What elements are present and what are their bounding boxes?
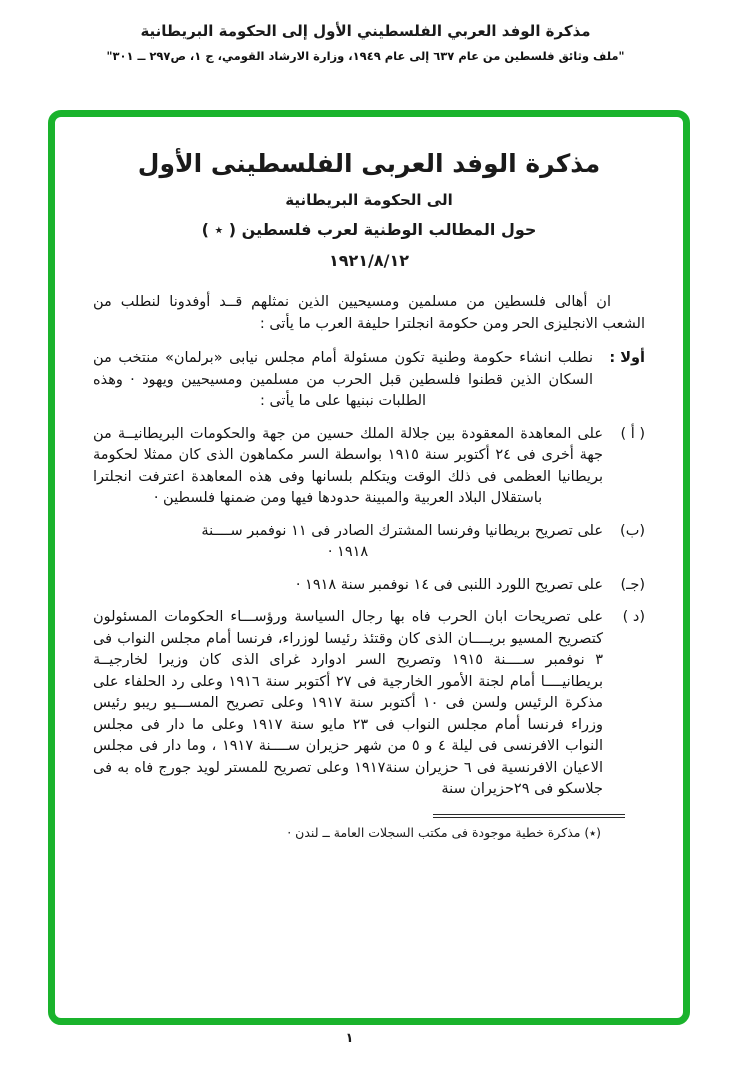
document-subtitle-about: حول المطالب الوطنية لعرب فلسطين ( ٭ )	[201, 220, 537, 239]
clause-a	[93, 424, 645, 510]
document-date: ١٩٢١/٨/١٢	[328, 251, 410, 270]
clause-d-label: (د )	[622, 609, 645, 625]
source-citation: "ملف وثائق فلسطين من عام ٦٣٧ إلى عام ١٩٤٩، وزارة الارشاد القومي، ج ١، ص٢٩٧ ــ ٣٠١"	[106, 49, 625, 63]
clause-a-label: ( أ )	[620, 425, 645, 442]
clause-c	[93, 575, 645, 597]
clause-d-text: على تصريحات ابان الحرب فاه بها رجال السياسة ورؤســـاء الحكومات المسئولون كتصريح المسيو بريــــان الذى كان وقتئذ رئيسا لوزراء، فرنسا أمام مجلس النواب فى ٣ نوفمبر ســــنة ١٩١٥ وتصريح السر ادوارد غراى الذى كان وزيرا لخارجيــة بريطانيــــا أمام لجنة الأمور الخارجية فى ٢٧ أكتوبر سنة ١٩١٦ وعلى رد الحلفاء على مذكرة الرئيس ولسن فى ١٠ أكتوبر سنة ١٩١٧ وعلى تصريح المســـيو ريبو رئيس وزراء فرنسا أمام مجلس النواب فى ٢٣ مايو سنة ١٩١٧ وعلى ما دار فى مجلس النواب الافرنسى فى ليلة ٤ و ٥ من شهر حزيران ســــنة ١٩١٧ ، وما دار فى مجلس الاعيان الافرنسية فى ٦ حزيران سنة١٩١٧ وعلى تصريح للمستر لويد جورج فاه به فى جلاسكو فى ٢٩حزيران سنة	[93, 609, 604, 797]
clause-b-text: على تصريح بريطانيا وفرنسا المشترك الصادر فى ١١ نوفمبر ســــنة	[201, 522, 603, 539]
page-number: ١	[345, 1031, 354, 1046]
clause-d	[93, 607, 645, 801]
document-frame	[48, 110, 690, 1025]
clause-b-text-runt: ١٩١٨ ·	[327, 544, 369, 560]
clause-first	[93, 348, 645, 413]
outer-header	[0, 0, 731, 63]
clause-b	[93, 521, 645, 564]
intro-paragraph: ان أهالى فلسطين من مسلمين ومسيحيين الذين نمثلهم قــد أوفدونا لنطلب من الشعب الانجليزى الحر ومن حكومة انجلترا حليفة العرب ما يأتى :	[93, 294, 645, 332]
clause-c-text: على تصريح اللورد اللنبى فى ١٤ نوفمبر سنة ١٩١٨ ·	[295, 576, 603, 593]
clause-first-label: أولا :	[609, 350, 645, 366]
page-title: مذكرة الوفد العربي الفلسطيني الأول إلى الحكومة البريطانية	[140, 22, 591, 40]
document-title: مذكرة الوفد العربى الفلسطينى الأول	[137, 149, 601, 178]
footnote-separator	[433, 814, 625, 818]
clause-b-label: (ب)	[620, 522, 645, 539]
document-subtitle-to: الى الحكومة البريطانية	[285, 191, 453, 209]
clause-first-text: نطلب انشاء حكومة وطنية تكون مسئولة أمام مجلس نيابى «برلمان» منتخب من السكان الذين قطنوا فلسطين قبل الحرب من مسلمين ومسيحيين ويهود · وهذه الطلبات نبنيها على ما يأتى :	[93, 350, 593, 409]
document-body	[93, 292, 645, 801]
footnote-text: (٭) مذكرة خطية موجودة فى مكتب السجلات العامة ــ لندن ·	[287, 824, 601, 840]
clause-a-text: على المعاهدة المعقودة بين جلالة الملك حسين من جهة والحكومات البريطانيــة من جهة أخرى فى ٢٤ أكتوبر سنة ١٩١٥ بواسطة السر مكماهون الذى كان ممثلا لحكومة بريطانيا العظمى فى ذلك الوقت ويتكلم بلسانها وفى هذه المعاهدة اعترفت انجلترا باستقلال البلاد العربية والمبينة حدودها فيها ومن ضمنها فلسطين ·	[93, 425, 603, 506]
clause-c-label: (جـ)	[620, 576, 645, 593]
